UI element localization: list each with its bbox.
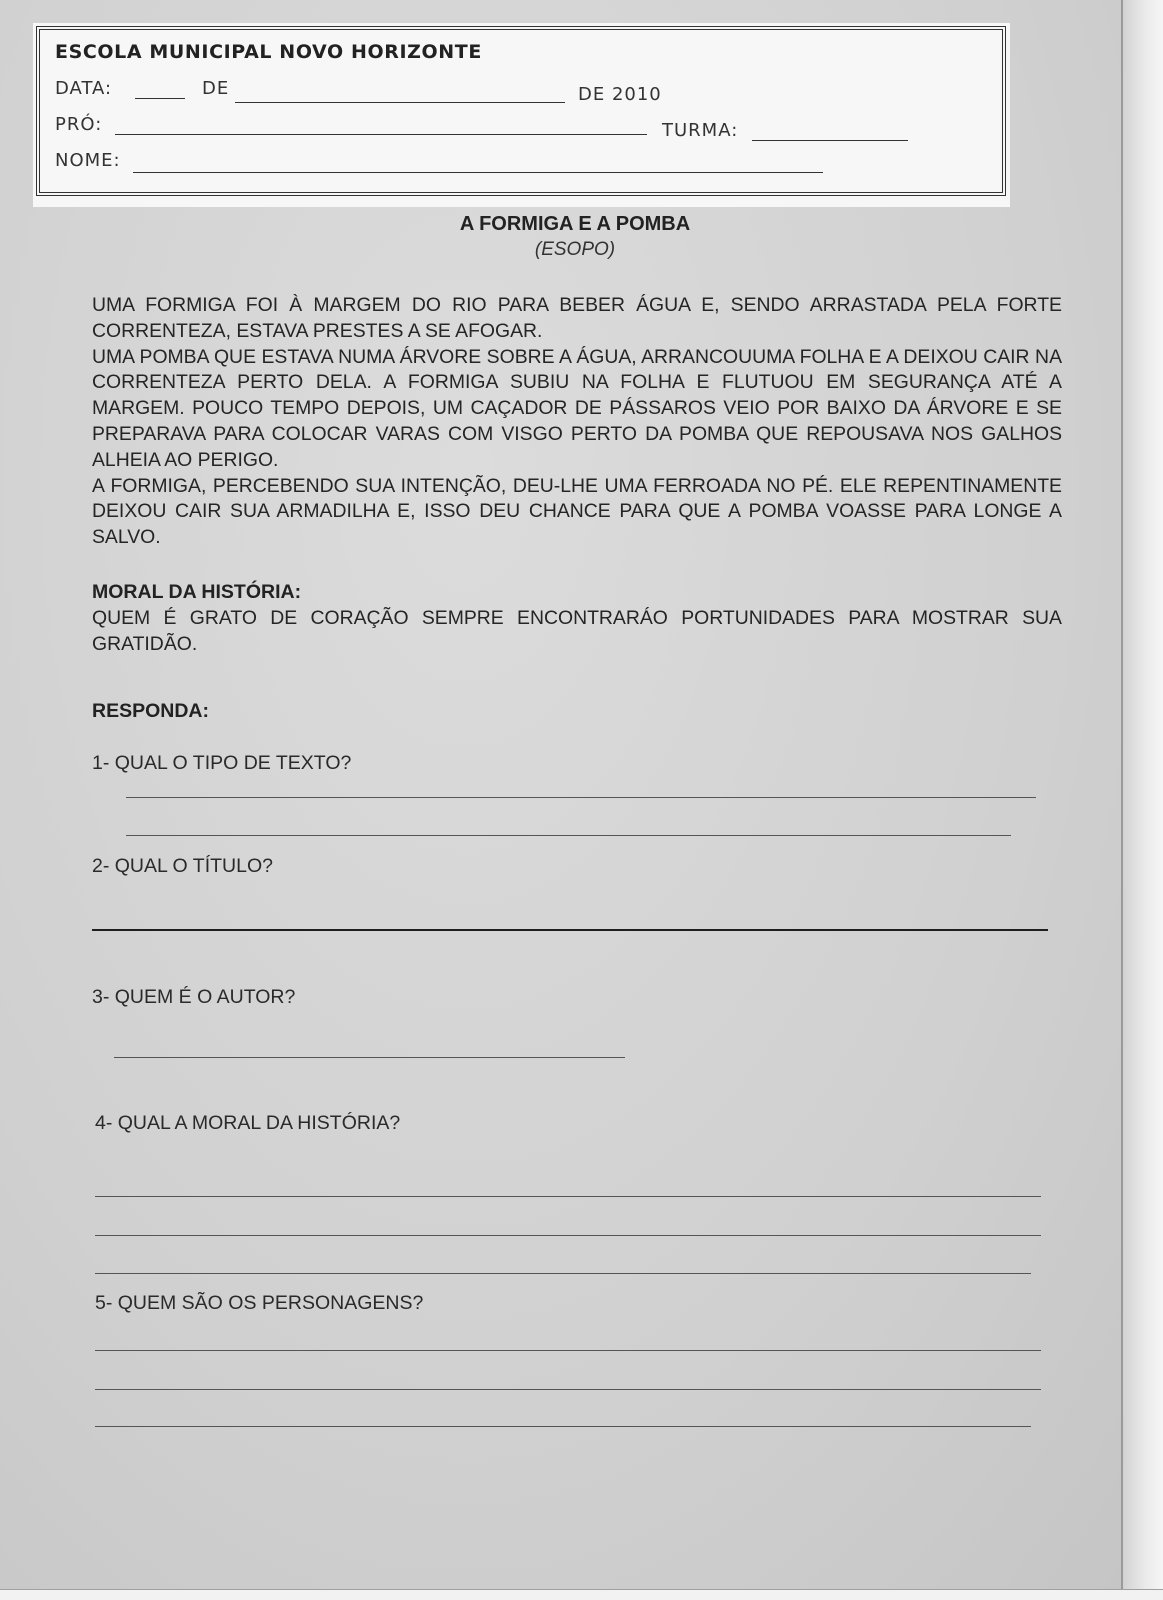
story-author: (ESOPO) <box>534 239 616 260</box>
answer-line-q5[interactable] <box>95 1350 1041 1351</box>
question-3: 3- QUEM É O AUTOR? <box>92 986 296 1008</box>
answer-line-q1[interactable] <box>126 835 1011 836</box>
teacher-label: PRÓ: <box>55 114 103 135</box>
moral-text: QUEM É GRATO DE CORAÇÃO SEMPRE ENCONTRARÁO PORTUNIDADES PARA MOSTRAR SUA GRATIDÃO. <box>92 607 1062 655</box>
story-paragraph: A FORMIGA, PERCEBENDO SUA INTENÇÃO, DEU-LHE UMA FERROADA NO PÉ. ELE REPENTINAMENTE DEIXOU CAIR SUA ARMADILHA E, ISSO DEU CHANCE PARA QUE A POMBA VOASSE PARA LONGE A SALVO. <box>92 474 1062 549</box>
date-day-field[interactable] <box>135 98 185 99</box>
class-label: TURMA: <box>662 120 739 141</box>
story-body <box>92 293 1062 551</box>
answer-line-q5[interactable] <box>95 1389 1041 1390</box>
answer-line-q4[interactable] <box>95 1235 1041 1236</box>
story-title: A FORMIGA E A POMBA <box>459 213 691 235</box>
answer-line-q5[interactable] <box>95 1426 1031 1427</box>
answer-line-q1[interactable] <box>126 797 1036 798</box>
answer-line-q4[interactable] <box>95 1196 1041 1197</box>
respond-heading: RESPONDA: <box>92 700 210 722</box>
date-label: DATA: <box>55 78 113 99</box>
name-label: NOME: <box>55 150 121 171</box>
answer-line-q3[interactable] <box>114 1057 625 1058</box>
moral-heading: MORAL DA HISTÓRIA: <box>92 581 302 603</box>
name-field[interactable] <box>133 172 823 173</box>
date-of-label: DE <box>202 78 230 99</box>
class-field[interactable] <box>752 140 908 141</box>
page-bottom-edge <box>0 1589 1163 1600</box>
question-1: 1- QUAL O TIPO DE TEXTO? <box>92 752 352 774</box>
story-paragraph: UMA POMBA QUE ESTAVA NUMA ÁRVORE SOBRE A ÁGUA, ARRANCOUUMA FOLHA E A DEIXOU CAIR NA CORRENTEZA PERTO DELA. A FORMIGA SUBIU NA FOLHA E FLUTUOU EM SEGURANÇA ATÉ A MARGEM. POUCO TEMPO DEPOIS, UM CAÇADOR DE PÁSSAROS VEIO POR BAIXO DA ÁRVORE E SE PREPARAVA PARA COLOCAR VARAS COM VISGO PERTO DA POMBA QUE REPOUSAVA NOS GALHOS ALHEIA AO PERIGO. <box>92 345 1062 471</box>
school-name: ESCOLA MUNICIPAL NOVO HORIZONTE <box>55 41 482 63</box>
header-frame <box>39 29 1003 193</box>
answer-line-q2[interactable] <box>92 929 1048 931</box>
header-box <box>33 23 1010 207</box>
story-paragraph: UMA FORMIGA FOI À MARGEM DO RIO PARA BEBER ÁGUA E, SENDO ARRASTADA PELA FORTE CORRENTEZA, ESTAVA PRESTES A SE AFOGAR. <box>92 294 1062 342</box>
answer-line-q4[interactable] <box>95 1273 1031 1274</box>
date-month-field[interactable] <box>235 102 565 103</box>
question-2: 2- QUAL O TÍTULO? <box>92 855 273 877</box>
question-5: 5- QUEM SÃO OS PERSONAGENS? <box>95 1292 424 1314</box>
teacher-field[interactable] <box>115 134 647 135</box>
year-label: DE 2010 <box>578 84 662 105</box>
question-4: 4- QUAL A MORAL DA HISTÓRIA? <box>95 1112 401 1134</box>
